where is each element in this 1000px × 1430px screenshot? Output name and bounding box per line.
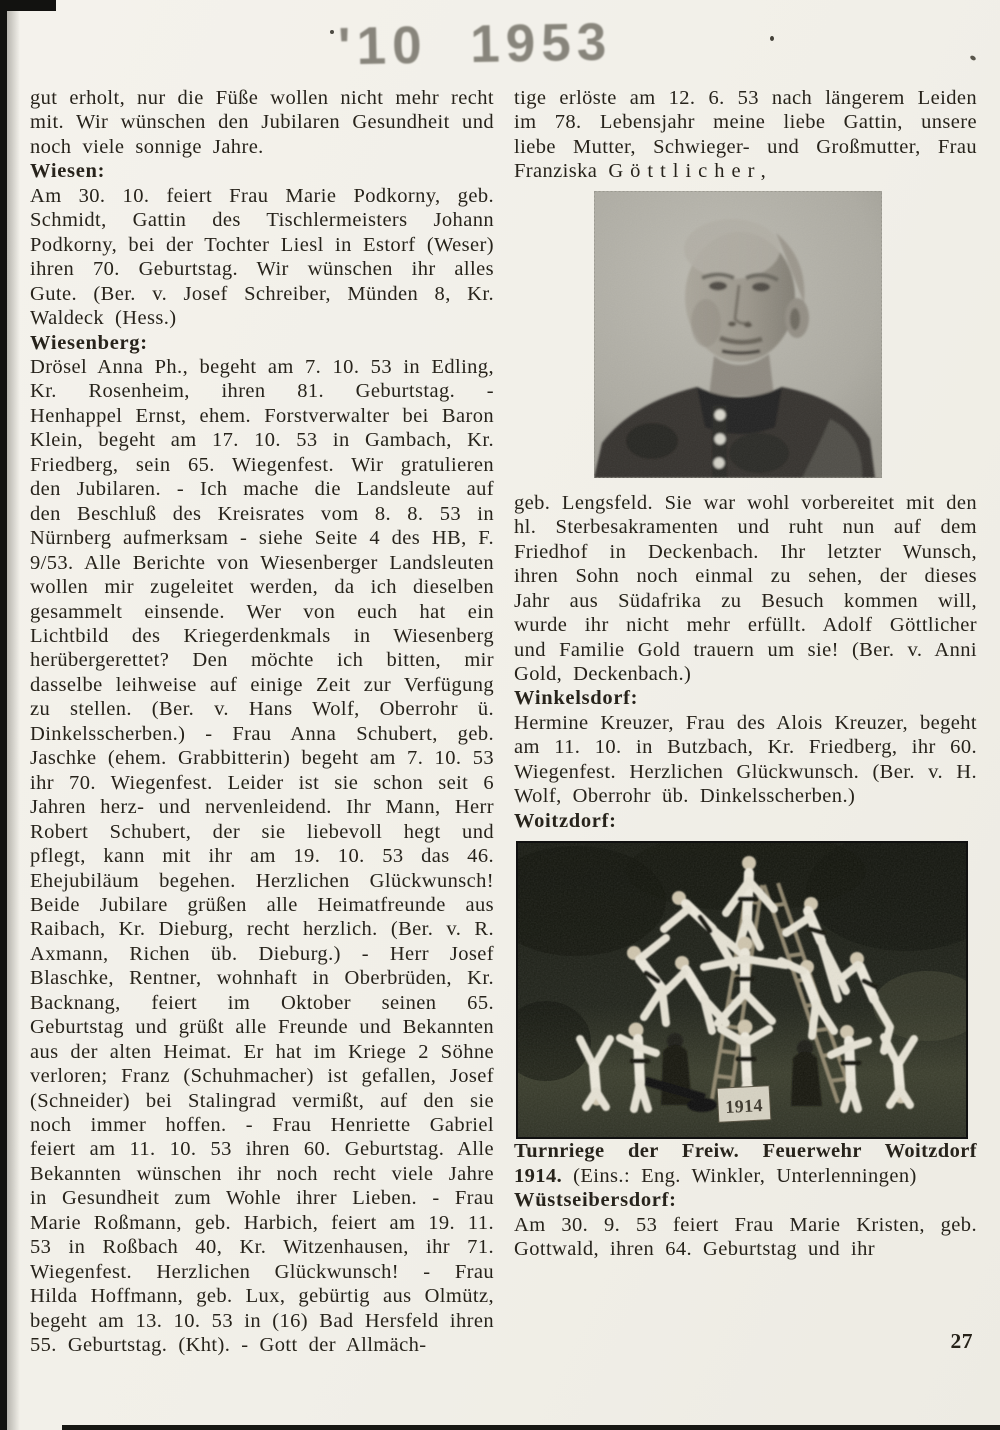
group-photo-caption bbox=[514, 1139, 977, 1188]
portrait-photo bbox=[594, 191, 882, 478]
section-heading-woitzdorf: Woitzdorf: bbox=[514, 809, 617, 832]
scan-edge-bottom bbox=[62, 1425, 1000, 1430]
paragraph-wuestseibersdorf: Am 30. 9. 53 feiert Frau Marie Kristen, geb. Gottwald, ihren 64. Geburtstag und ihr bbox=[514, 1213, 977, 1260]
scan-corner-topleft bbox=[0, 0, 56, 11]
ink-speck bbox=[330, 30, 334, 34]
group-photo-image bbox=[516, 841, 968, 1139]
group-photo bbox=[516, 841, 968, 1139]
scan-edge-shadow bbox=[7, 0, 20, 1430]
scan-edge-left bbox=[0, 0, 7, 1430]
section-heading-wuestseibersdorf: Wüstseibersdorf: bbox=[514, 1189, 677, 1212]
obituary-text: tige erlöste am 12. 6. 53 nach längerem Leiden im 78. Lebensjahr meine liebe Gattin, unsere liebe Mutter, Schwieger- und Großmutter, Frau Franziska bbox=[514, 87, 977, 183]
section-heading-wiesen: Wiesen: bbox=[30, 160, 106, 183]
paragraph-obituary-rest: geb. Lengsfeld. Sie war wohl vorbereitet mit den hl. Sterbesakramenten und ruht nun auf dem Friedhof in Deckenbach. Ihr letzter Wunsch, ihren Sohn noch einmal zu sehen, der dieses Jahr aus Südafrika zu Besuch kommen will, wurde ihr nicht mehr erfüllt. Adolf Göttlicher und Familie Gold trauern um sie! (Ber. v. Anni Gold, Deckenbach.) bbox=[514, 491, 977, 685]
left-column bbox=[30, 86, 494, 1358]
right-column bbox=[514, 86, 977, 1261]
paragraph-wiesenberg: Drösel Anna Ph., begeht am 7. 10. 53 in Edling, Kr. Rosenheim, ihren 81. Geburtstag. - Henhappel Ernst, ehem. Forstverwalter bei Baron Klein, begeht am 17. 10. 53 in Gambach, Kr. Friedberg, sein 65. Wiegenfest. Wir gratulieren den Jubilaren. - Ich mache die Landsleute auf den Beschluß des Kreisrates vom 8. 8. 53 in Nürnberg aufmerksam - siehe Seite 4 des HB, F. 9/53. Alle Berichte von Wiesenberger Landsleuten wollen mir zugeleitet werden, da ich dieselben gesammelt einsende. Wer von euch hat ein Lichtbild des Kriegerdenkmals in Wiesenberg herübergerettet? Den möchte ich bitten, mir dasselbe leihweise auf einige Zeit zur Verfügung zu stellen. (Ber. v. Hans Wolf, Oberrohr ü. Dinkelsscherben.) - Frau Anna Schubert, geb. Jaschke (ehem. Grabbitterin) begeht am 7. 10. 53 ihr 70. Wiegenfest. Leider ist sie schon seit 6 Jahren herz- und nervenleidend. Ihr Mann, Herr Robert Schubert, der sie liebevoll hegt und pflegt, kann mit ihr am 19. 10. 53 das 46. Ehejubiläum begehen. Herzlichen Glückwunsch! Beide Jubilare grüßen alle Heimatfreunde aus Raibach, Kr. Dieburg, recht herzlich. (Ber. v. R. Axmann, Richen üb. Dieburg.) - Herr Josef Blaschke, Rentner, wohnhaft in Oberbrüden, Kr. Backnang, feiert im Oktober seinen 65. Geburtstag und grüßt alle Freunde und Bekannten aus der alten Heimat. Er hat im Kriege 2 Söhne verloren; Franz (Schuhmacher) ist gefallen, Josef (Schneider) bei Stalingrad vermißt, auf den sie noch immer hoffen. - Frau Henriette Gabriel feiert am 11. 10. 53 ihren 60. Geburtstag. Alle Bekannten wünschen ihr noch recht viele Jahre in Gesundheit zum Wohle ihrer Lieben. - Frau Marie Roßmann, geb. Harbich, feiert am 19. 11. 53 in Roßbach 40, Kr. Witzenhausen, ihr 71. Wiegenfest. Herzlichen Glückwunsch! - Frau Hilda Hoffmann, geb. Lux, gebürtig aus Olmütz, begeht am 13. 10. 53 in (16) Bad Hersfeld ihren 55. Geburtstag. (Kht). - Gott der Allmäch- bbox=[30, 355, 494, 1357]
ink-speck bbox=[770, 36, 774, 41]
caption-rest: (Eins.: Eng. Winkler, Unterlenningen) bbox=[573, 1164, 917, 1187]
ink-speck bbox=[969, 55, 976, 62]
paragraph-obituary-top bbox=[514, 86, 977, 184]
section-heading-wiesenberg: Wiesenberg: bbox=[30, 331, 148, 354]
paragraph-winkelsdorf: Hermine Kreuzer, Frau des Alois Kreuzer, begeht am 11. 10. in Butzbach, Kr. Friedberg, ihr 60. Wiegenfest. Herzlichen Glückwunsch. (Ber. v. H. Wolf, Oberrohr üb. Dinkelsscherben.) bbox=[514, 711, 977, 808]
caption-bold: Turnriege der Freiw. Feuerwehr Woitzdorf 1914. bbox=[514, 1140, 977, 1187]
obituary-name-spaced: Göttlicher, bbox=[608, 160, 773, 183]
date-stamp: '10 1953 bbox=[337, 12, 613, 77]
paragraph-continuation: gut erholt, nur die Füße wollen nicht mehr recht mit. Wir wünschen den Jubilaren Gesundheit und noch viele sonnige Jahre. bbox=[30, 87, 494, 158]
portrait-photo-image bbox=[594, 191, 882, 478]
section-heading-winkelsdorf: Winkelsdorf: bbox=[514, 687, 639, 710]
page-number: 27 bbox=[950, 1329, 973, 1353]
paragraph-wiesen: Am 30. 10. feiert Frau Marie Podkorny, geb. Schmidt, Gattin des Tischlermeisters Johann Podkorny, bei der Tochter Liesl in Estorf (Weser) ihren 70. Geburtstag. Wir wünschen ihr alles Gute. (Ber. v. Josef Schreiber, Münden 8, Kr. Waldeck (Hess.) bbox=[30, 184, 494, 330]
year-sign-text: 1914 bbox=[724, 1095, 764, 1118]
